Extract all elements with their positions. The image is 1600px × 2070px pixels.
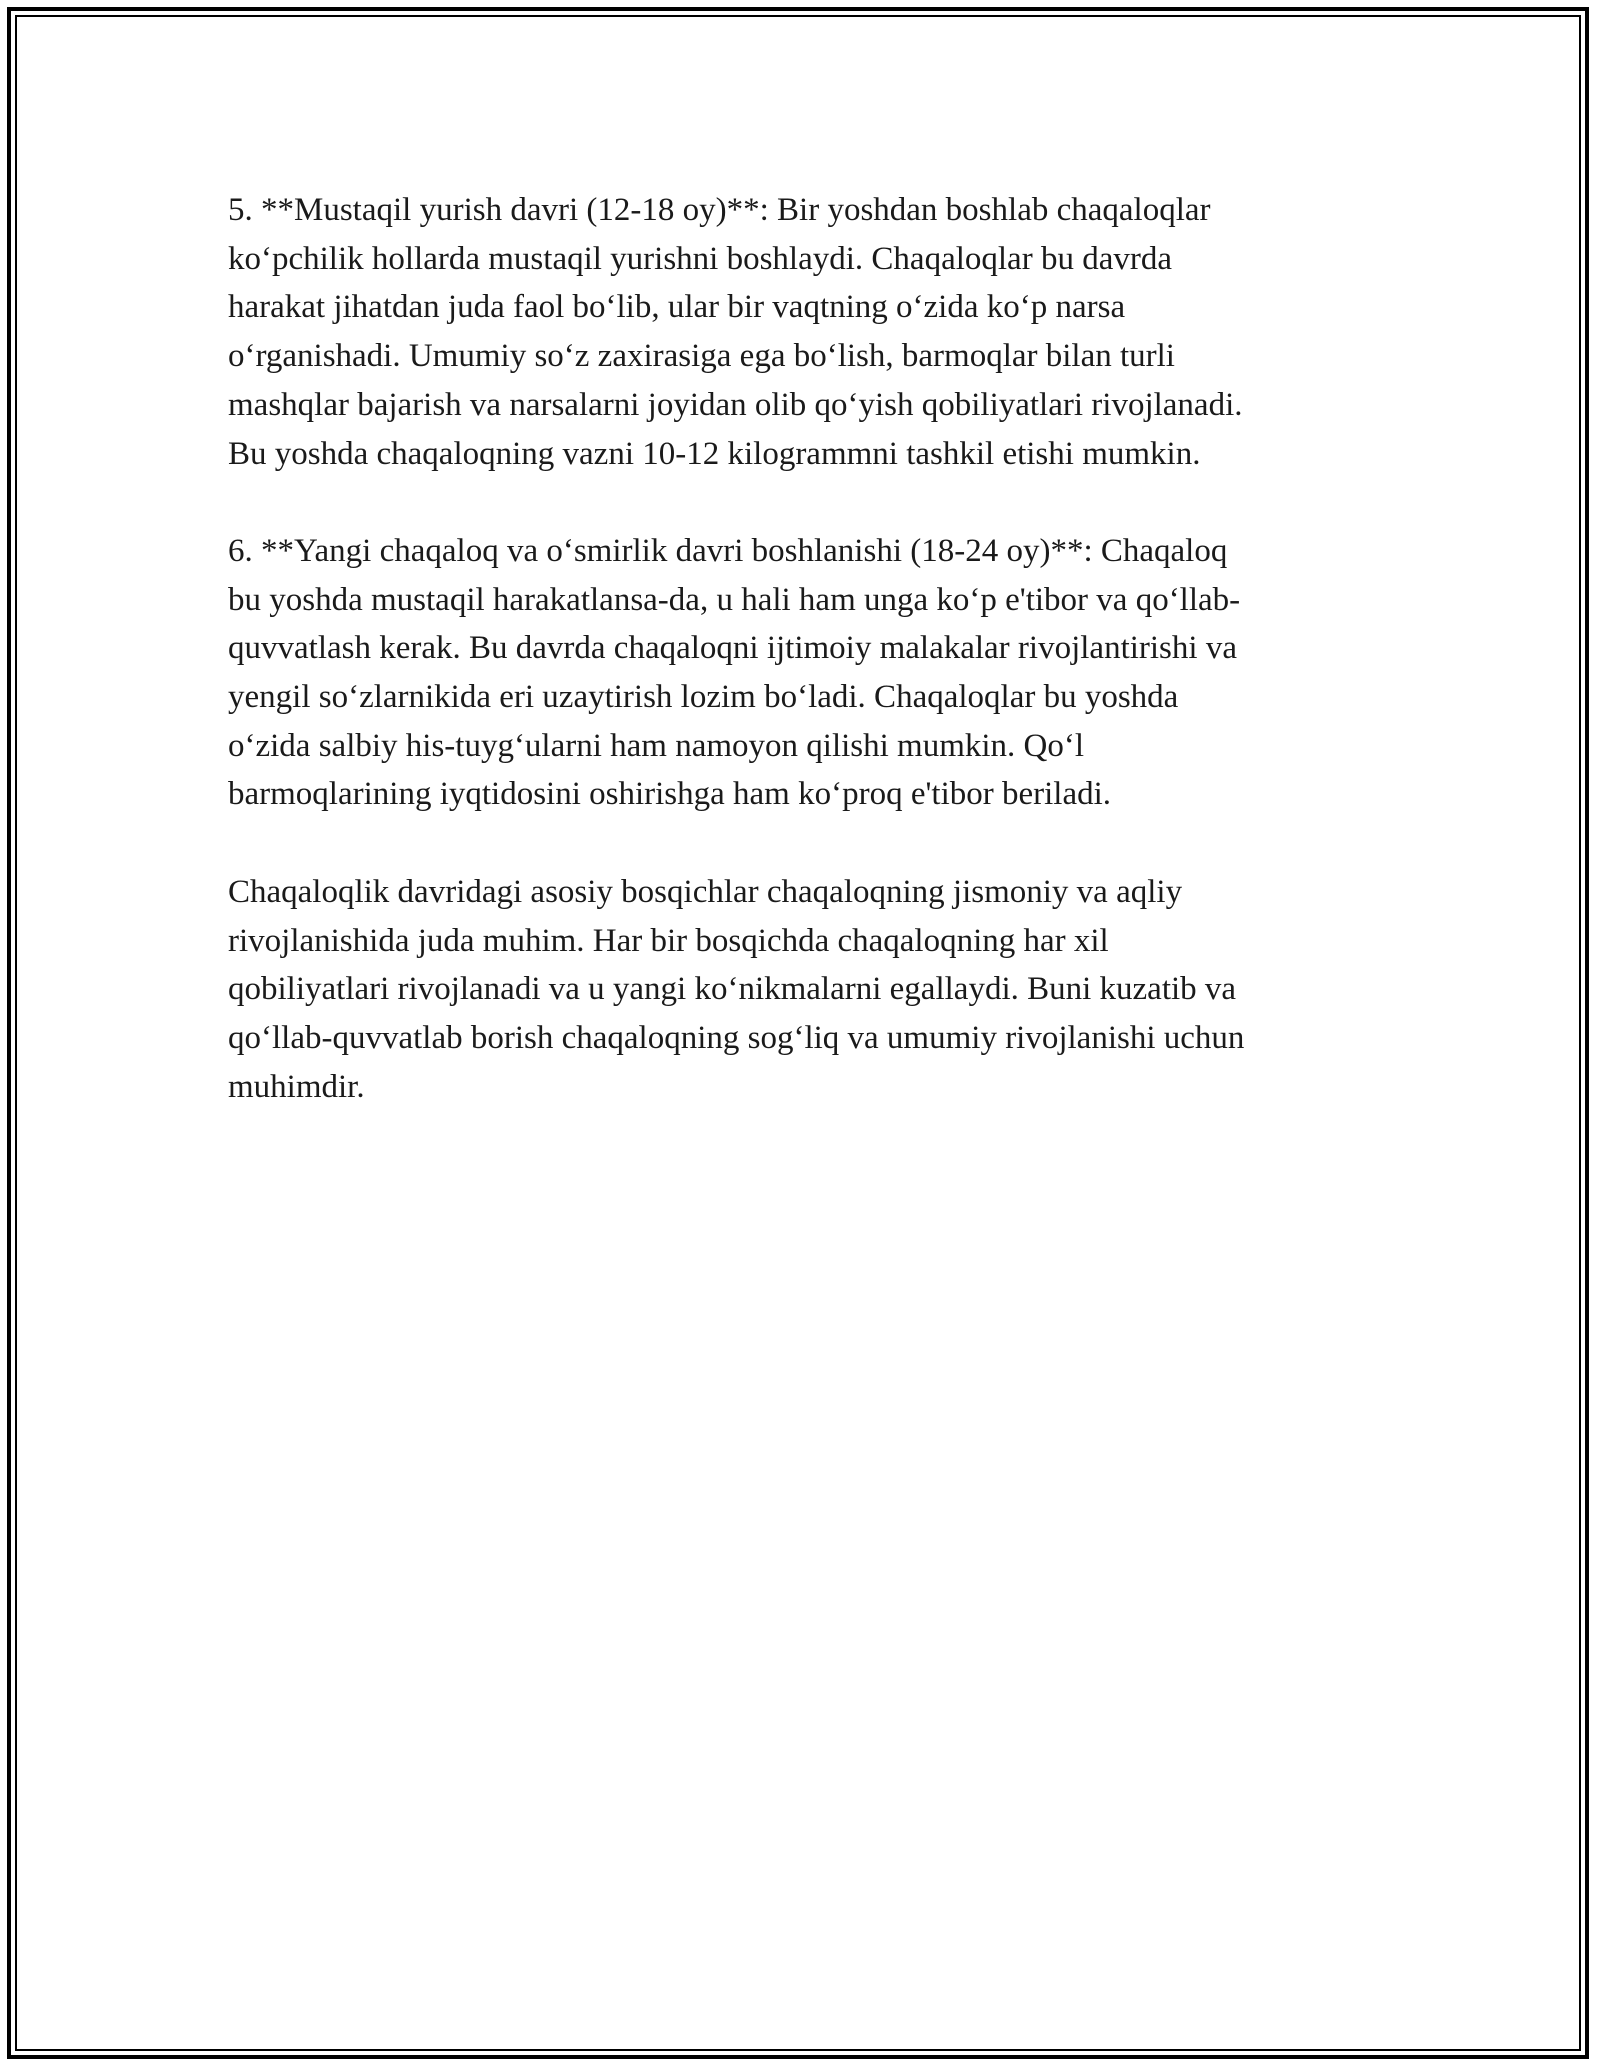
document-body [228, 186, 1388, 1160]
paragraph-toddler-period: 6. **Yangi chaqaloq va oʻsmirlik davri boshlanishi (18-24 oy)**: Chaqaloq bu yoshda mustaqil harakatlansa-da, u hali ham unga koʻp e'tibor va qoʻllab- quvvatlash kerak. Bu davrda chaqaloqni ijtimoiy malakalar rivojlantirishi va yengil soʻzlarnikida eri uzaytirish lozim boʻladi. Chaqaloqlar bu yoshda oʻzida salbiy his-tuygʻularni ham namoyon qilishi mumkin. Qoʻl barmoqlarining iyqtidosini oshirishga ham koʻproq e'tibor beriladi. [228, 532, 1241, 813]
paragraph-conclusion: Chaqaloqlik davridagi asosiy bosqichlar chaqaloqning jismoniy va aqliy rivojlanishida juda muhim. Har bir bosqichda chaqaloqning har xil qobiliyatlari rivojlanadi va u yangi koʻnikmalarni egallaydi. Buni kuzatib va qoʻllab-quvvatlab borish chaqaloqning sogʻliq va umumiy rivojlanishi uchun muhimdir. [228, 873, 1245, 1105]
paragraph-independent-walking: 5. **Mustaqil yurish davri (12-18 oy)**: Bir yoshdan boshlab chaqaloqlar koʻpchilik hollarda mustaqil yurishni boshlaydi. Chaqaloqlar bu davrda harakat jihatdan juda faol boʻlib, ular bir vaqtning oʻzida koʻp narsa oʻrganishadi. Umumiy soʻz zaxirasiga ega boʻlish, barmoqlar bilan turli mashqlar bajarish va narsalarni joyidan olib qoʻyish qobiliyatlari rivojlanadi. Bu yoshda chaqaloqning vazni 10-12 kilogrammni tashkil etishi mumkin. [228, 192, 1243, 472]
